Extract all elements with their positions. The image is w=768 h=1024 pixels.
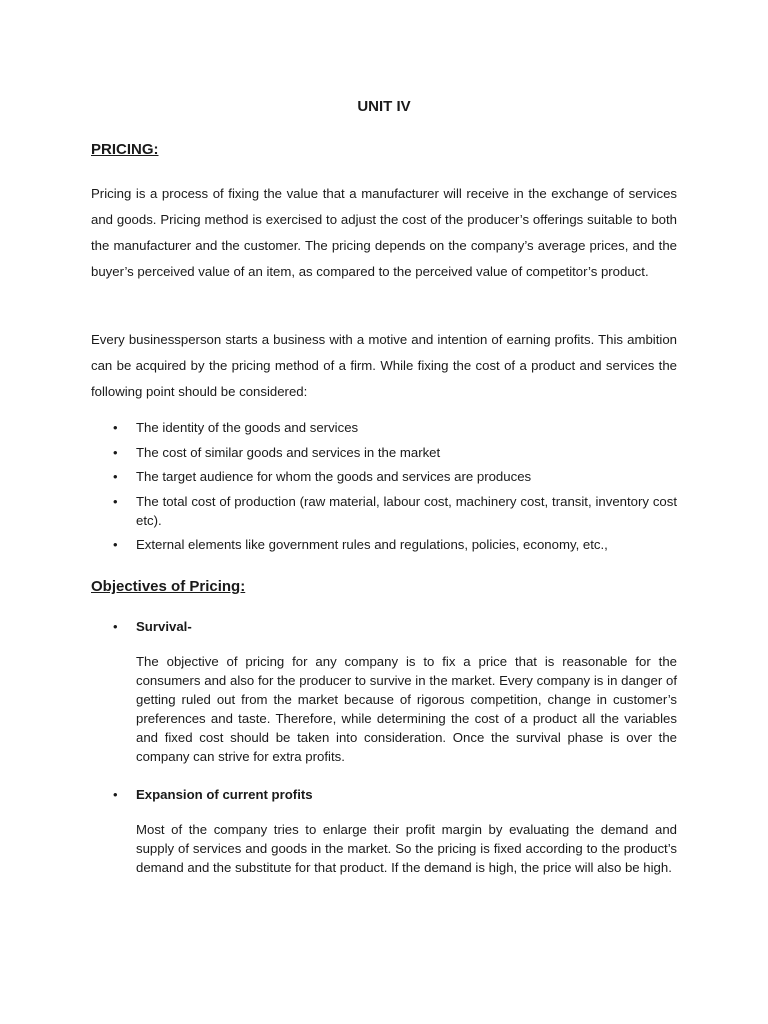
objective-title: Survival- (136, 619, 192, 634)
list-item (91, 492, 677, 530)
bullet-icon: • (113, 537, 118, 552)
objective-title-row (91, 785, 677, 804)
bullet-icon: • (113, 444, 118, 460)
unit-title: UNIT IV (357, 98, 411, 115)
list-item-text: External elements like government rules and regulations, policies, economy, etc., (136, 537, 608, 552)
bullet-icon: • (113, 420, 118, 435)
objectives-heading: Objectives of Pricing: (91, 578, 246, 595)
list-item-text: The identity of the goods and services (136, 420, 359, 435)
pricing-paragraph-1: Pricing is a process of fixing the value that a manufacturer will receive in the exchange of services and goods. Pricing method is exercised to adjust the cost of the producer’s offerings suitable to both the manufacturer and the customer. The pricing depends on the company’s average prices, and the buyer’s perceived value of an item, as compared to the perceived value of competitor’s product. (91, 186, 677, 279)
list-item (91, 467, 677, 486)
objective-expansion (91, 785, 677, 877)
pricing-paragraph-2: Every businessperson starts a business with a motive and intention of earning profits. This ambition can be acquired by the pricing method of a firm. While fixing the cost of a product and services the following point should be considered: (91, 332, 677, 399)
list-item-text: The cost of similar goods and services in the market (136, 444, 441, 460)
bullet-icon: • (113, 493, 118, 509)
objective-text: Most of the company tries to enlarge their profit margin by evaluating the demand and supply of services and goods in the market. So the pricing is fixed according to the product’s demand and the substitute for that product. If the demand is high, the price will also be high. (136, 822, 677, 875)
list-item (91, 443, 677, 462)
bullet-icon: • (113, 619, 118, 634)
bullet-icon: • (113, 469, 118, 484)
objective-survival (91, 617, 677, 766)
objective-title: Expansion of current profits (136, 787, 313, 802)
list-item (91, 418, 677, 437)
list-item (91, 535, 677, 554)
objective-text: The objective of pricing for any company is to fix a price that is reasonable for the consumers and also for the producer to survive in the market. Every company is in danger of getting ruled out from the market because of rigorous competition, change in customer’s preferences and taste. Therefore, while determining the cost of a product all the variables and fixed cost should be taken into consideration. Once the survival phase is over the company can strive for extra profits. (136, 654, 677, 764)
list-item-text: The target audience for whom the goods and services are produces (136, 469, 532, 484)
bullet-icon: • (113, 787, 118, 802)
pricing-heading: PRICING: (91, 141, 159, 158)
objective-title-row (91, 617, 677, 636)
considerations-list (91, 418, 677, 560)
list-item-text: The total cost of production (raw material, labour cost, machinery cost, transit, inventory cost etc). (136, 493, 677, 528)
